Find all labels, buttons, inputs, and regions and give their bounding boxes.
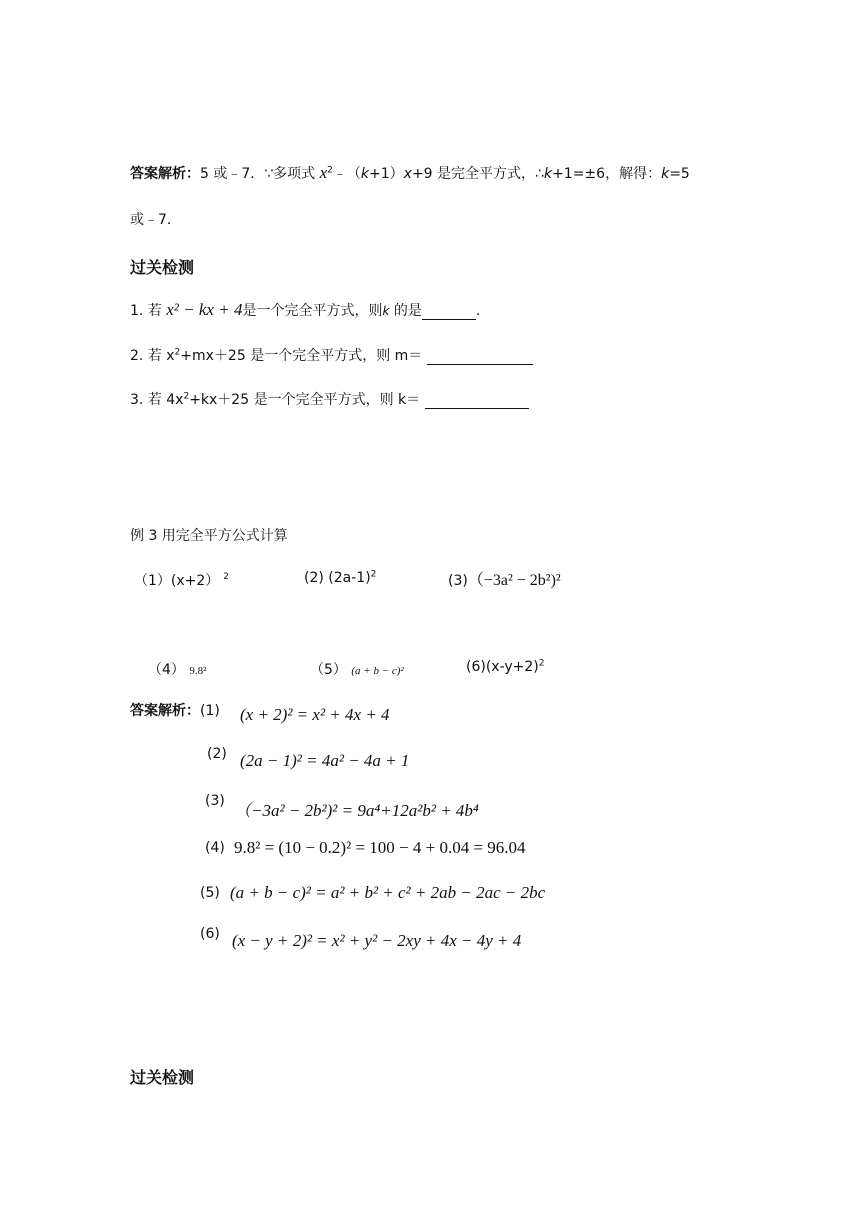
answer-text: 5 或﹣7．∵多项式 bbox=[200, 166, 316, 182]
question-1 bbox=[130, 300, 480, 320]
answer-blank[interactable] bbox=[427, 350, 533, 365]
item-label: (3) bbox=[448, 573, 468, 589]
answer-text: +1=±6，解得： bbox=[552, 166, 662, 182]
var-k: k bbox=[661, 166, 670, 182]
question-text: 是一个完全平方式，则 bbox=[242, 303, 383, 319]
exponent: 2 bbox=[370, 569, 377, 580]
item-text: (6)(x-y+2) bbox=[466, 659, 539, 675]
exponent: 2 bbox=[174, 347, 181, 358]
step-5-label: (5) bbox=[200, 885, 220, 901]
question-3 bbox=[130, 389, 529, 409]
item-text: （1）(x+2） bbox=[134, 573, 220, 589]
question-text: 的是 bbox=[393, 303, 422, 319]
math-expression: （−3a² − 2b²)² bbox=[467, 572, 561, 589]
question-text: 2. 若 x bbox=[130, 348, 175, 364]
exponent: 2 bbox=[183, 391, 190, 402]
step-3-label: (3) bbox=[205, 793, 225, 809]
item-label: （5） bbox=[310, 662, 347, 678]
answer-text: ﹣（ bbox=[332, 166, 361, 182]
step-1-math: (x + 2)² = x² + 4x + 4 bbox=[240, 705, 390, 724]
answer-blank[interactable] bbox=[422, 305, 476, 320]
section-title: 过关检测 bbox=[130, 1068, 195, 1087]
example-item-1 bbox=[134, 570, 229, 590]
step-2-math: (2a − 1)² = 4a² − 4a + 1 bbox=[240, 751, 410, 770]
answer-text: +9 是完全平方式，∴ bbox=[411, 166, 544, 182]
question-text: +kx＋25 是一个完全平方式，则 k＝ bbox=[189, 392, 421, 408]
question-2 bbox=[130, 345, 533, 365]
item-text: (2) (2a-1) bbox=[304, 570, 371, 586]
item-label: （4） bbox=[148, 662, 185, 678]
question-text: . bbox=[475, 303, 481, 319]
answer-row-1 bbox=[130, 700, 220, 720]
exponent: 2 bbox=[327, 165, 333, 176]
answer-paragraph-1 bbox=[130, 163, 690, 183]
var-x: x bbox=[403, 166, 412, 182]
step-label: (1) bbox=[200, 703, 220, 719]
exponent: 2 bbox=[538, 658, 545, 669]
section-title: 过关检测 bbox=[130, 258, 195, 277]
exponent: 2 bbox=[223, 572, 230, 583]
step-4-math: 9.8² = (10 − 0.2)² = 100 − 4 + 0.04 = 96.04 bbox=[234, 838, 526, 857]
question-text: 3. 若 4x bbox=[130, 392, 184, 408]
example-item-3 bbox=[448, 567, 561, 590]
var-k: k bbox=[382, 304, 390, 318]
question-text: 1. 若 bbox=[130, 303, 162, 319]
step-6-label: (6) bbox=[200, 926, 220, 942]
var-k: k bbox=[543, 166, 553, 182]
math-expression: x² − kx + 4 bbox=[166, 300, 243, 319]
example-item-2 bbox=[304, 570, 376, 586]
step-6-math: (x − y + 2)² = x² + y² − 2xy + 4x − 4y + 4 bbox=[232, 931, 522, 950]
answer-label: 答案解析： bbox=[130, 166, 200, 182]
step-2-label: (2) bbox=[207, 746, 227, 762]
answer-text: =5 bbox=[669, 166, 690, 182]
step-5-math: (a + b − c)² = a² + b² + c² + 2ab − 2ac − 2bc bbox=[230, 883, 546, 902]
answer-blank[interactable] bbox=[425, 394, 529, 409]
step-3-math: （−3a² − 2b²)² = 9a⁴+12a²b² + 4b⁴ bbox=[234, 801, 479, 820]
answer-line-2: 或﹣7． bbox=[130, 212, 181, 228]
answer-text: +1） bbox=[369, 166, 404, 182]
var-x: x bbox=[319, 163, 328, 182]
question-text: +mx＋25 是一个完全平方式，则 m＝ bbox=[180, 348, 423, 364]
example-item-6 bbox=[466, 659, 545, 675]
example-title: 例 3 用完全平方公式计算 bbox=[130, 528, 288, 544]
example-item-4 bbox=[148, 659, 206, 679]
answer-label: 答案解析： bbox=[130, 703, 200, 719]
var-k: k bbox=[360, 166, 370, 182]
example-item-5 bbox=[310, 659, 404, 679]
step-4-label: (4) bbox=[205, 840, 225, 856]
math-expression: 9.8² bbox=[189, 665, 207, 677]
math-expression: (a + b − c)² bbox=[351, 665, 404, 677]
